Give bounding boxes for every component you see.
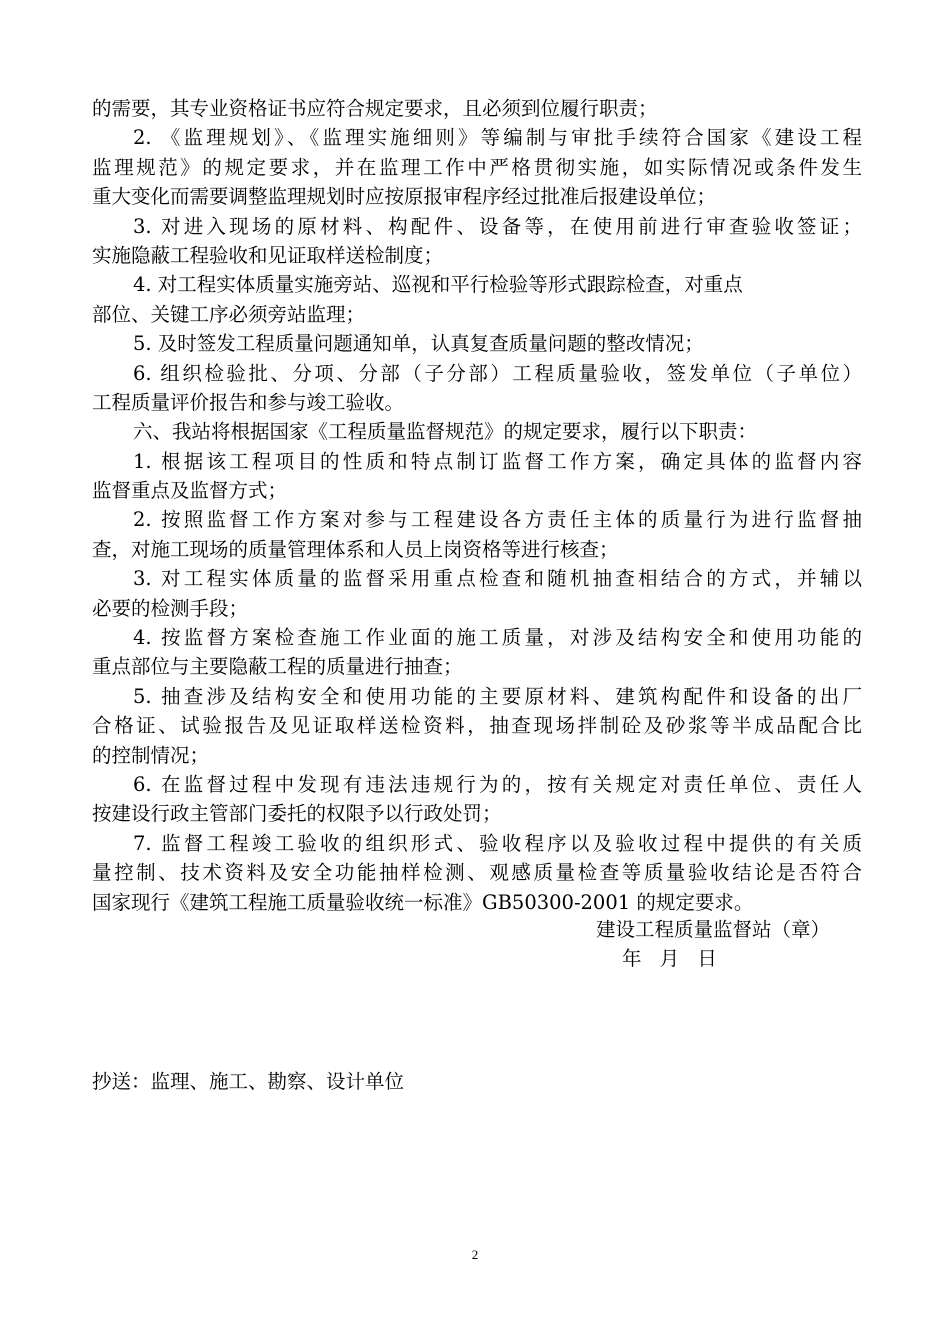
- text-line: 7. 监督工程竣工验收的组织形式、验收程序以及验收过程中提供的有关质: [133, 831, 862, 855]
- text-line: 5. 及时签发工程质量问题通知单，认真复查质量问题的整改情况；: [133, 332, 704, 356]
- text-line: 的需要，其专业资格证书应符合规定要求，且必须到位履行职责；: [92, 97, 658, 120]
- text-line: 合格证、试验报告及见证取样送检资料，抽查现场拌制砼及砂浆等半成品配合比: [92, 714, 862, 738]
- text-line: 监理规范》的规定要求，并在监理工作中严格贯彻实施，如实际情况或条件发生: [92, 155, 862, 179]
- text-line: 工程质量评价报告和参与竣工验收。: [92, 390, 405, 414]
- text-line: 4. 对工程实体质量实施旁站、巡视和平行检验等形式跟踪检查，对重点: [133, 273, 743, 297]
- text-line: 重点部位与主要隐蔽工程的质量进行抽查；: [92, 655, 463, 679]
- text-line: 必要的检测手段；: [92, 596, 249, 620]
- text-line: 3. 对进入现场的原材料、构配件、设备等，在使用前进行审查验收签证；: [133, 214, 862, 238]
- text-line: 4. 按监督方案检查施工作业面的施工质量，对涉及结构安全和使用功能的: [133, 626, 862, 650]
- text-line: 国家现行《建筑工程施工质量验收统一标准》GB50300-2001 的规定要求。: [92, 890, 754, 914]
- text-line: 监督重点及监督方式；: [92, 479, 288, 503]
- text-line: 的控制情况；: [92, 743, 210, 767]
- text-line: 6. 在监督过程中发现有违法违规行为的，按有关规定对责任单位、责任人: [133, 772, 862, 796]
- text-line: 3. 对工程实体质量的监督采用重点检查和随机抽查相结合的方式，并辅以: [133, 567, 862, 591]
- cc-line: 抄送：监理、施工、勘察、设计单位: [92, 1070, 405, 1093]
- text-line: 按建设行政主管部门委托的权限予以行政处罚；: [92, 802, 502, 826]
- text-line: 六、我站将根据国家《工程质量监督规范》的规定要求，履行以下职责：: [133, 420, 758, 444]
- signature-block: [596, 915, 896, 973]
- text-line: 6. 组织检验批、分项、分部（子分部）工程质量验收，签发单位（子单位）: [133, 361, 862, 385]
- text-line: 5. 抽查涉及结构安全和使用功能的主要原材料、建筑构配件和设备的出厂: [133, 684, 862, 708]
- text-line: 1. 根据该工程项目的性质和特点制订监督工作方案，确定具体的监督内容: [133, 449, 862, 473]
- text-line: 量控制、技术资料及安全功能抽样检测、观感质量检查等质量验收结论是否符合: [92, 861, 862, 885]
- text-line: 2. 《监理规划》、《监理实施细则》等编制与审批手续符合国家《建设工程: [133, 126, 862, 150]
- page-number: 2: [471, 1247, 479, 1262]
- text-line: 查，对施工现场的质量管理体系和人员上岗资格等进行核查；: [92, 537, 619, 561]
- body-text: [92, 94, 862, 917]
- text-line: 2. 按照监督工作方案对参与工程建设各方责任主体的质量行为进行监督抽: [133, 508, 862, 532]
- text-line: 重大变化而需要调整监理规划时应按原报审程序经过批准后报建设单位；: [92, 185, 717, 209]
- issuing-organization: 建设工程质量监督站（章）: [596, 918, 831, 941]
- signature-date: 年 月 日: [622, 947, 717, 970]
- text-line: 实施隐蔽工程验收和见证取样送检制度；: [92, 243, 444, 267]
- text-line: 部位、关键工序必须旁站监理；: [92, 302, 366, 326]
